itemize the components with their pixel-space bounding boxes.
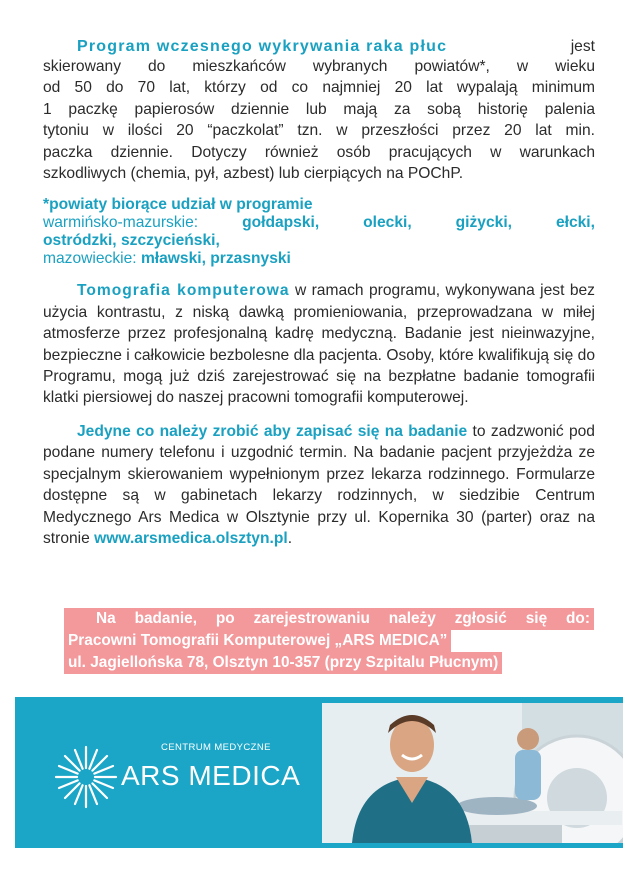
ct-scanner-photo [322,703,623,843]
intro-line: jest [570,38,595,55]
intro-line: szkodliwych (chemia, pył, azbest) lub cierpiących na POChP. [43,165,464,183]
document-body [43,38,595,549]
county: giżycki, [455,214,512,232]
logo-subtitle: CENTRUM MEDYCZNE [161,742,271,753]
notice-word: zgłosić [454,610,507,627]
notice-line2: Pracowni Tomografii Komputerowej „ARS MEDICA” [64,630,451,652]
website-link[interactable]: www.arsmedica.olsztyn.pl [94,529,288,547]
regions-list [43,196,595,268]
notice-word: się [525,610,548,627]
notice-word: do: [566,610,590,627]
signup-lead: Jedyne co należy zrobić aby zapisać się na badanie [77,422,468,440]
signup-paragraph [43,421,595,549]
region-name: warmińsko-mazurskie: [43,214,199,232]
intro-line: od 50 do 70 lat, którzy od co najmniej 20 lat wypalają minimum [43,79,595,97]
tomography-lead: Tomografia komputerowa [77,282,290,300]
logo-title: ARS MEDICA [121,760,301,791]
tomography-paragraph [43,280,595,408]
registration-notice [64,608,594,674]
footer-banner [15,697,623,848]
notice-word: badanie, [134,610,197,627]
starburst-logo-icon [53,744,119,810]
region-row [43,214,595,232]
notice-line1 [64,608,594,630]
intro-line: tytoniu w ilości 20 “paczkolat” tzn. w przeszłości przez 20 lat min. [43,122,595,140]
notice-word: Na [96,610,116,627]
region-row [43,250,595,268]
region-name: mazowieckie: [43,250,137,268]
notice-word: należy [388,610,436,627]
intro-line: skierowany do mieszkańców wybranych powiatów*, w wieku [43,58,595,75]
ars-medica-logo [53,742,333,812]
notice-line3: ul. Jagiellońska 78, Olsztyn 10-357 (przy Szpitalu Płucnym) [64,652,502,674]
region-counties: mławski, przasnyski [140,250,291,268]
intro-line: paczka dziennie. Dotyczy również osób pracujących w warunkach [43,143,595,161]
intro-line: 1 paczkę papierosów dziennie lub mają za sobą historię palenia [43,100,595,118]
regions-heading: *powiaty biorące udział w programie [43,196,313,214]
intro-lead: Program wczesnego wykrywania raka płuc [77,38,448,55]
county: olecki, [363,214,412,232]
intro-paragraph [43,38,595,184]
medical-photo-illustration [322,703,623,843]
signup-text: to zadzwonić pod podane numery telefonu i uzgodnić termin. Na badanie pacjent przyjeżdża ze specjalnym skierowaniem wypełnionym przez lekarza rodzinnego. Formularze dostępne są w gabinetach lekarzy rodzinnych, w siedzibie Centrum Medycznego Ars Medica w Olsztynie przy ul. Kopernika 30 (parter) oraz na stronie [43,422,595,547]
region-counties-cont: ostródzki, szczycieński, [43,232,220,250]
tomography-text: w ramach programu, wykonywana jest bez użycia kontrastu, z niską dawką promieniowania, przeprowadzana w miłej atmosferze przez profesjonalną kadrę medyczną. Badanie jest nieinwazyjne, bezpieczne i całkowicie bezbolesne dla pacjenta. Osoby, które kwalifikują się do Programu, mogą już dziś zarejestrować się na bezpłatne badanie tomografii klatki piersiowej do naszej pracowni tomografii komputerowej. [43,282,595,407]
county: ełcki, [555,214,595,232]
county: gołdapski, [242,214,320,232]
notice-word: zarejestrowaniu [253,610,370,627]
notice-word: po [215,610,235,627]
signup-after: . [287,529,293,547]
